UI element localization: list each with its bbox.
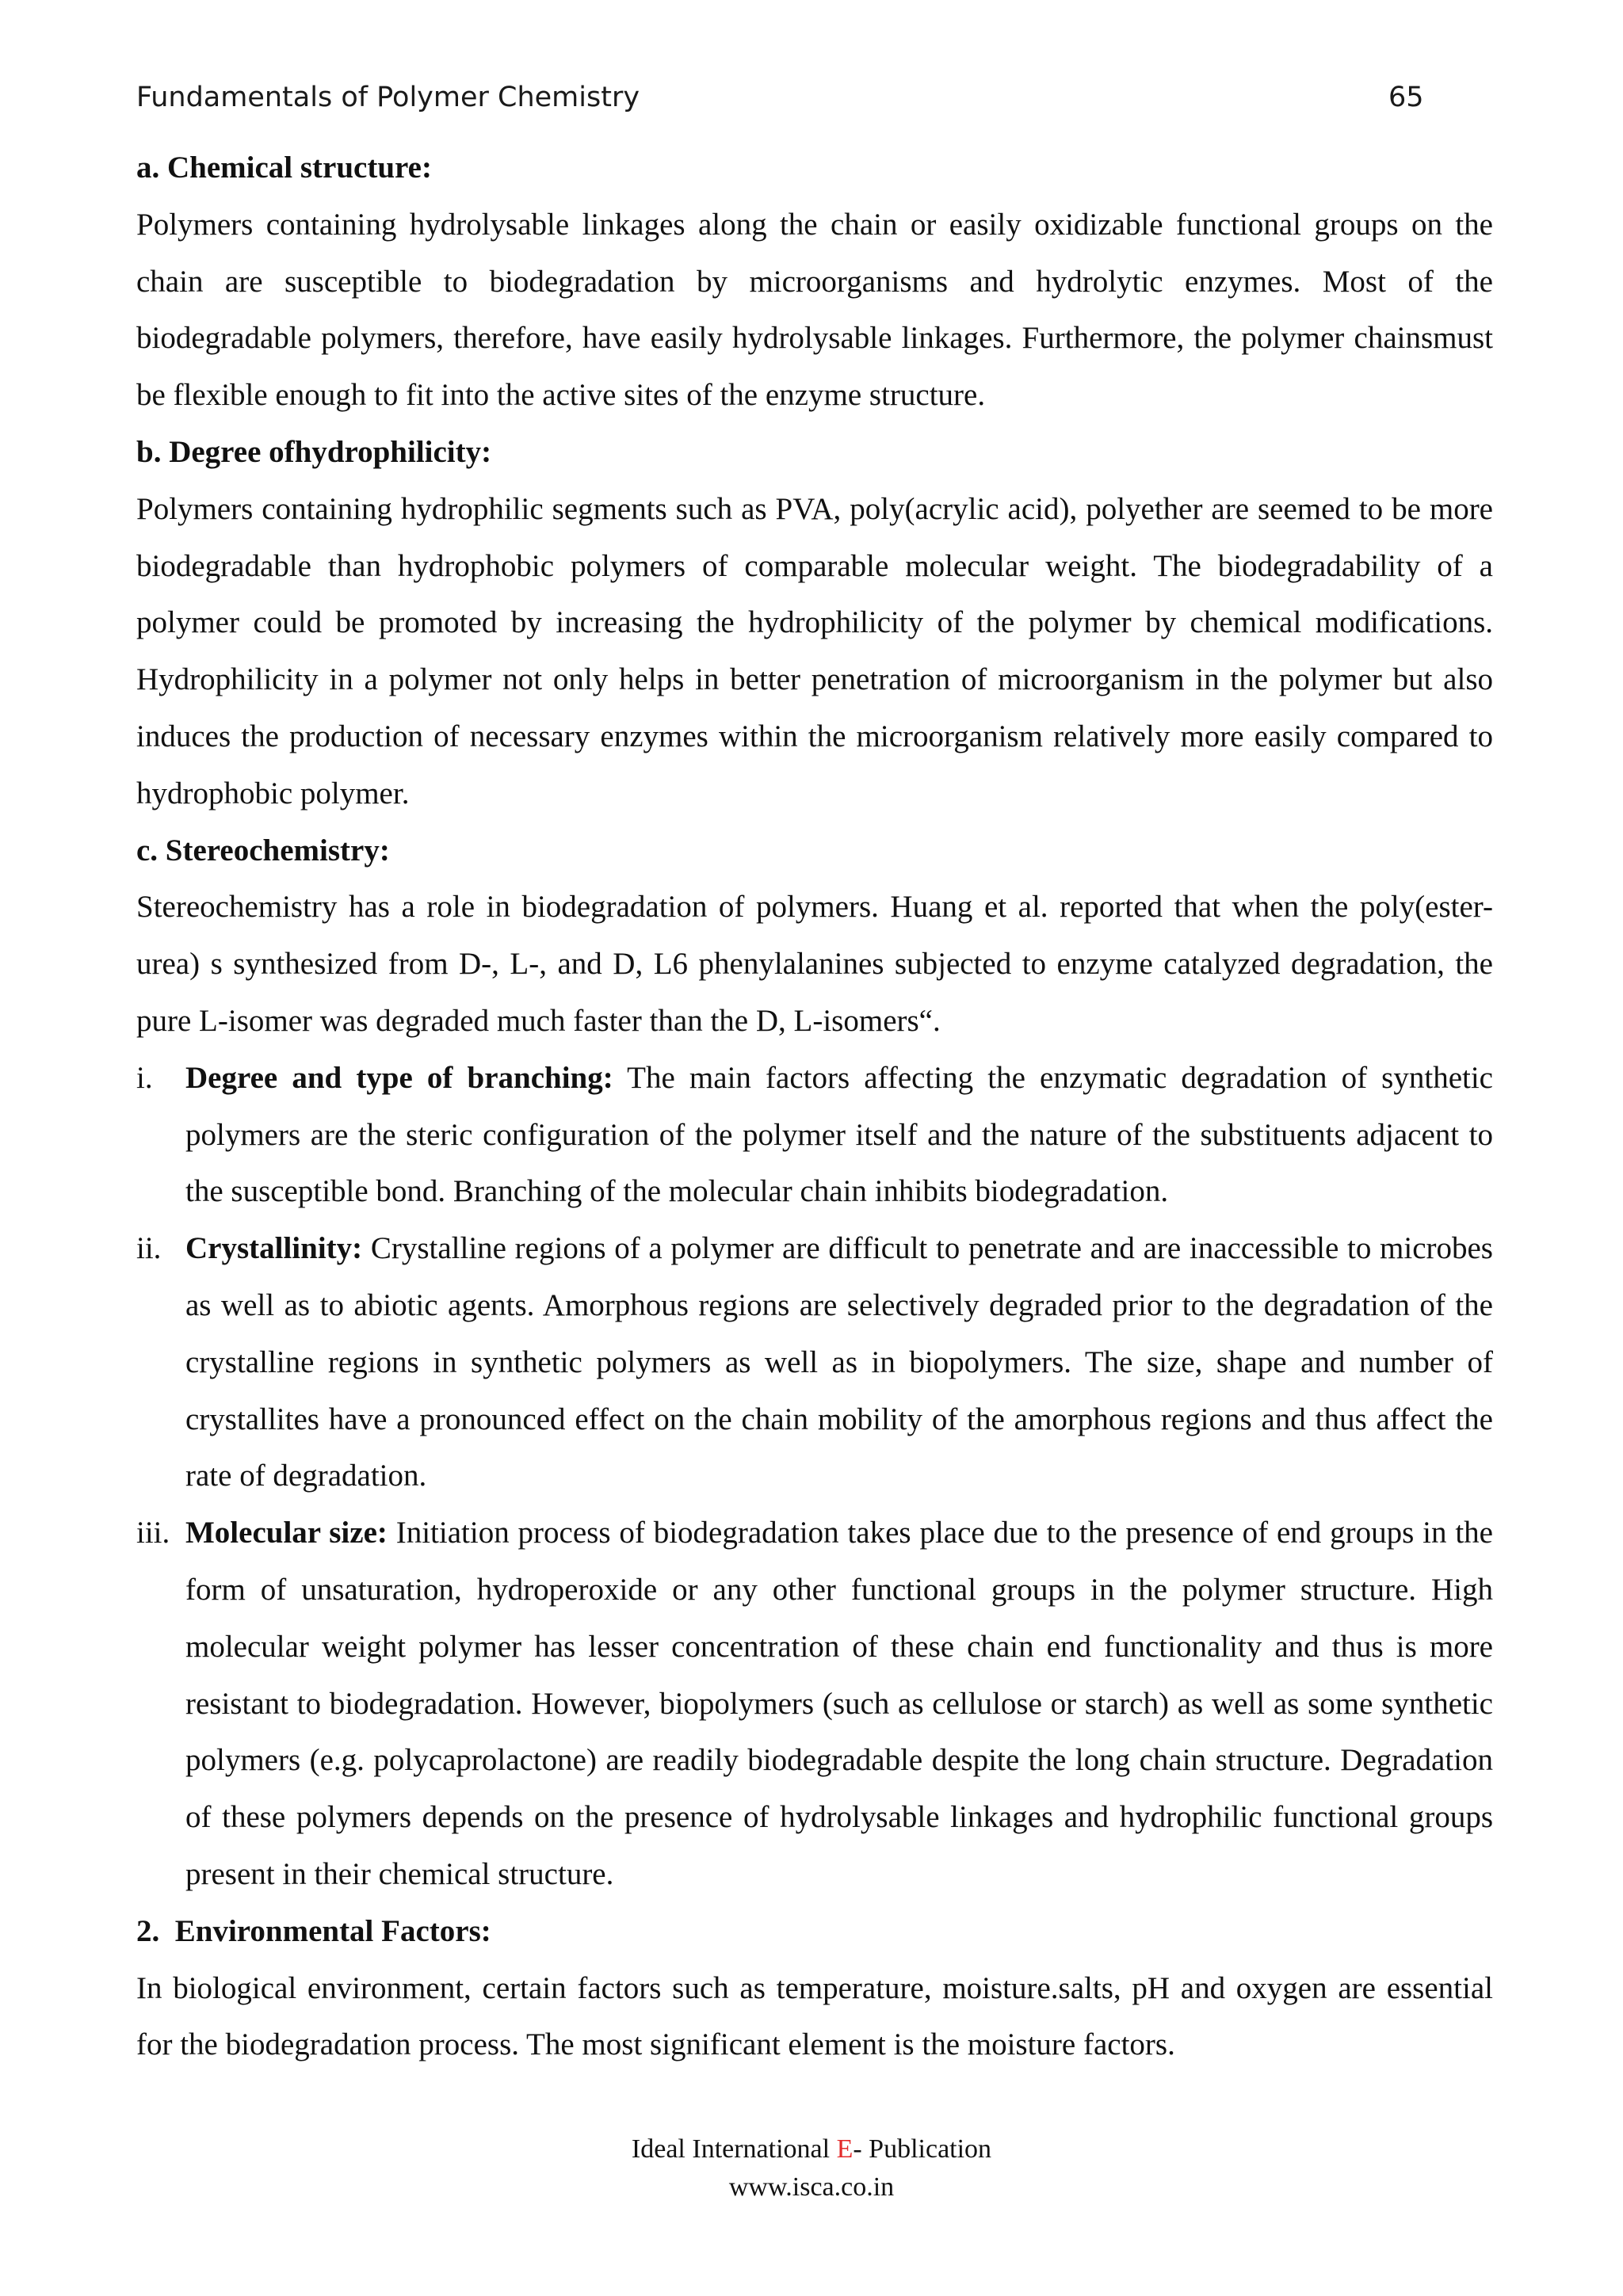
list-item-molecular-size [136, 1505, 1493, 1903]
factors-list [136, 1050, 1493, 1903]
publisher-prefix: Ideal International [631, 2134, 837, 2164]
book-title: Fundamentals of Polymer Chemistry [136, 82, 640, 113]
publisher-website: www.isca.co.in [728, 2172, 895, 2202]
list-text-crystallinity: Crystalline regions of a polymer are difficult to penetrate and are inaccessible to microbes as well as to abiotic agents. Amorphous regions are selectively degraded prior to the degradation of the crystalline regions in synthetic polymers as well as in biopolymers. The size, shape and number of crystallites have a pronounced effect on the chain mobility of the amorphous regions and thus affect the rate of degradation. [185, 1231, 1493, 1493]
paragraph-hydrophilicity: Polymers containing hydrophilic segments such as PVA, poly(acrylic acid), polyether are seemed to be more biodegradable than hydrophobic polymers of comparable molecular weight. The biodegradability of a polymer could be promoted by increasing the hydrophilicity of the polymer by chemical modifications. Hydrophilicity in a polymer not only helps in better penetration of microorganism in the polymer but also induces the production of necessary enzymes within the microorganism relatively more easily compared to hydrophobic polymer. [136, 491, 1493, 810]
list-item-branching [136, 1050, 1493, 1220]
paragraph-chemical-structure: Polymers containing hydrolysable linkages along the chain or easily oxidizable functional groups on the chain are susceptible to biodegradation by microorganisms and hydrolytic enzymes. Most of the biodegradable polymers, therefore, have easily hydrolysable linkages. Furthermore, the polymer chainsmust be flexible enough to fit into the active sites of the enzyme structure. [136, 207, 1493, 413]
list-term-branching: Degree and type of branching: [185, 1060, 613, 1095]
publisher-accent-letter: E [836, 2134, 854, 2164]
list-text-molecular-size: Initiation process of biodegradation takes place due to the presence of end groups in the form of unsaturation, hydroperoxide or any other functional groups in the polymer structure. High molecular weight polymer has lesser concentration of these chain end functionality and thus is more resistant to biodegradation. However, biopolymers (such as cellulose or starch) as well as some synthetic polymers (e.g. polycaprolactone) are readily biodegradable despite the long chain structure. Degradation of these polymers depends on the presence of hydrolysable linkages and hydrophilic functional groups present in their chemical structure. [185, 1516, 1493, 1891]
page-number: 65 [1388, 82, 1424, 113]
publisher-line [0, 2130, 1623, 2168]
list-term-crystallinity: Crystallinity: [185, 1231, 363, 1266]
paragraph-environmental-factors: In biological environment, certain factors such as temperature, moisture.salts, pH and oxygen are essential for the biodegradation process. The most significant element is the moisture factors. [136, 1970, 1493, 2062]
page-body [136, 139, 1493, 2073]
list-marker: ii. [136, 1231, 162, 1266]
heading-stereochemistry: c. Stereochemistry: [136, 833, 390, 868]
heading-chemical-structure: a. Chemical structure: [136, 151, 432, 185]
list-term-molecular-size: Molecular size: [185, 1516, 388, 1550]
list-text-branching: The main factors affecting the enzymatic degradation of synthetic polymers are the steric configuration of the polymer itself and the nature of the substituents adjacent to the susceptible bond. Branching of the molecular chain inhibits biodegradation. [185, 1060, 1493, 1209]
heading-hydrophilicity: b. Degree ofhydrophilicity: [136, 434, 492, 469]
list-item-crystallinity [136, 1220, 1493, 1505]
list-marker: i. [136, 1060, 153, 1095]
publisher-suffix: - Publication [853, 2134, 992, 2164]
list-marker: iii. [136, 1516, 170, 1550]
heading-environmental-factors: 2. Environmental Factors: [136, 1913, 491, 1948]
page-footer [0, 2130, 1623, 2206]
paragraph-stereochemistry: Stereochemistry has a role in biodegradation of polymers. Huang et al. reported that when the poly(ester-urea) s synthesized from D-, L-, and D, L6 phenylalanines subjected to enzyme catalyzed degradation, the pure L-isomer was degraded much faster than the D, L-isomers“. [136, 890, 1493, 1038]
